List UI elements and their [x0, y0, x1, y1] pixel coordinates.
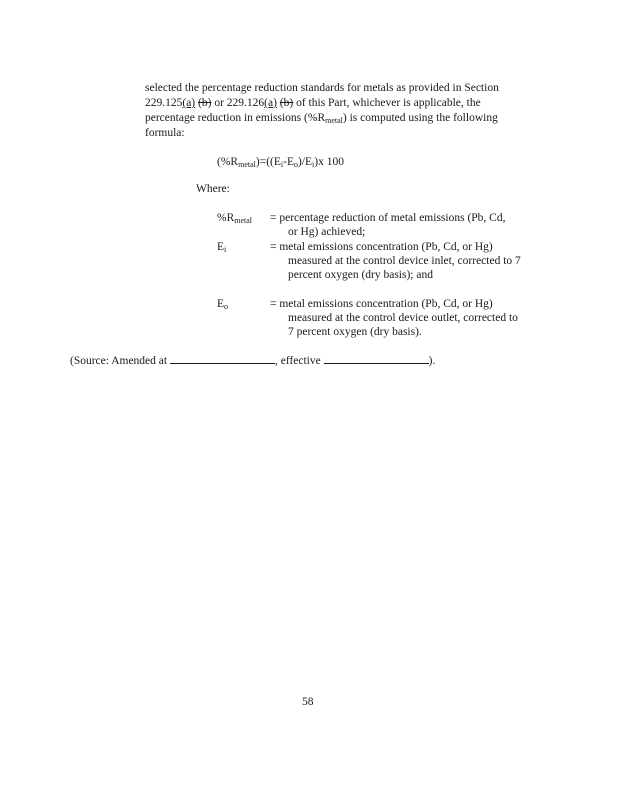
subscript: o [293, 160, 298, 169]
symbol: E [217, 241, 225, 253]
definition-symbol [217, 211, 252, 226]
definition-text: = metal emissions concentration (Pb, Cd, or Hg) [270, 298, 493, 310]
struck-text: (b) [279, 97, 294, 109]
source-text: ). [428, 355, 436, 367]
inserted-text: (a) [264, 97, 277, 109]
amended-date-blank [170, 353, 275, 364]
subscript: i [312, 160, 315, 169]
section-number: 229.125 [145, 97, 183, 109]
inserted-text: (a) [182, 97, 196, 109]
source-text: (Source: Amended at [70, 355, 170, 367]
definition-symbol [217, 240, 226, 255]
source-text: , effective [274, 355, 324, 367]
subscript: i [224, 245, 227, 254]
intro-line-1: selected the percentage reduction standards for metals as provided in Section [145, 82, 499, 94]
intro-text: of this Part, whichever is applicable, the [293, 97, 481, 109]
symbol: E [217, 298, 225, 310]
subscript: i [280, 160, 284, 169]
formula-part: )/E [297, 156, 313, 168]
formula-part: (%R [217, 156, 239, 168]
definition-text: percent oxygen (dry basis); and [288, 269, 433, 281]
formula [217, 155, 344, 170]
intro-line-3 [145, 111, 498, 126]
page-number: 58 [302, 696, 314, 708]
section-number: or 229.126 [211, 97, 265, 109]
intro-text: ) is computed using the following [342, 112, 498, 124]
definition-text: = percentage reduction of metal emissions (Pb, Cd, [270, 212, 506, 224]
intro-line-2 [145, 96, 481, 111]
struck-text: (b) [198, 97, 212, 109]
formula-part: -E [283, 156, 294, 168]
definition-text: measured at the control device inlet, corrected to 7 [288, 255, 521, 267]
subscript: o [224, 302, 229, 311]
definition-text: measured at the control device outlet, corrected to [288, 312, 518, 324]
subscript: metal [325, 116, 343, 125]
definition-text: or Hg) achieved; [288, 226, 366, 238]
subscript: metal [238, 160, 256, 169]
effective-date-blank [324, 353, 429, 364]
definition-text: 7 percent oxygen (dry basis). [288, 326, 422, 338]
symbol: %R [217, 212, 235, 224]
formula-part: )=((E [255, 156, 281, 168]
intro-line-4: formula: [145, 127, 185, 139]
subscript: metal [234, 216, 253, 225]
definition-text: = metal emissions concentration (Pb, Cd, or Hg) [270, 241, 493, 253]
formula-part: )x 100 [314, 156, 344, 168]
definition-symbol [217, 297, 228, 312]
where-label: Where: [196, 183, 230, 195]
intro-text: percentage reduction in emissions (%R [145, 112, 326, 124]
source-note [70, 353, 435, 369]
